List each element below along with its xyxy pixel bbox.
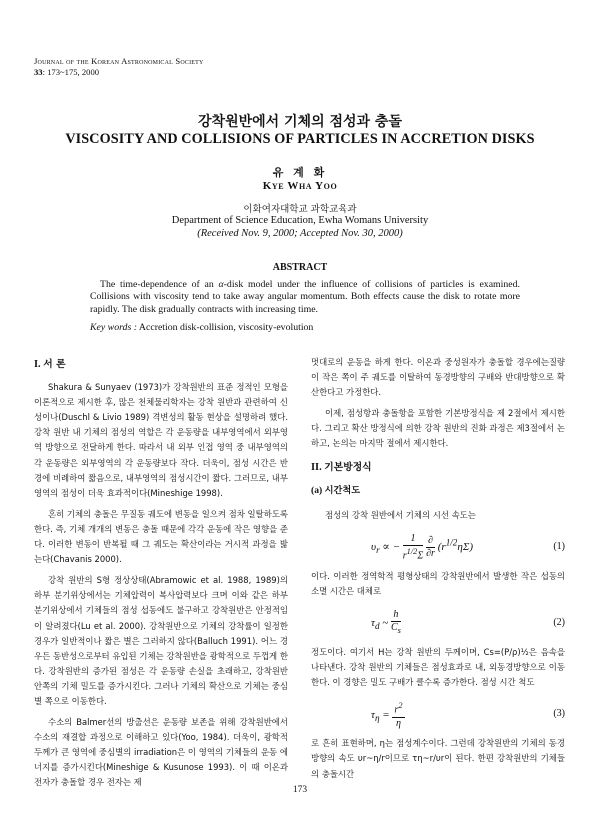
journal-volume: [34, 67, 204, 78]
keywords-label: Key words :: [90, 322, 137, 333]
author-korean: 유 계 화: [272, 166, 328, 179]
left-paragraph-2: 혼히 기체의 충돌은 무질동 궤도에 변동을 일으켜 점차 일탈하도록 한다. 즉, 기체 개개의 변동은 충돌 때문에 각각 운동에 작은 영향을 준다. 이러한 변동이 반복될 때 그 궤도는 확산이라는 거시적 과정을 밟는다(Chavanis 2000).: [34, 508, 288, 565]
equation-2-number: (2): [553, 617, 565, 629]
right-paragraph-5: 로 흔히 표현하며, η는 점성계수이다. 그런데 강착원반의 기체의 동경 방향의 속도 υr~η/r이므로 τη~r/υr이 된다. 한편 강착원반의 기체들의 충돌시간: [311, 738, 565, 779]
journal-name: Journal of the Korean Astronomical Society: [34, 56, 204, 66]
right-paragraph-continued: 멋대로의 운동을 하게 한다. 이온과 중성원자가 충돌할 경우에는질량이 작은 쪽이 주 궤도를 이탈하여 동경방향의 구배와 반대방향으로 확산한다고 가정한다.: [311, 357, 565, 398]
page-range: : 173~175, 2000: [42, 67, 100, 77]
equation-3-number: (3): [553, 708, 565, 720]
section-2-number: II.: [311, 461, 322, 473]
section-1-number: I.: [34, 359, 41, 370]
volume-number: 33: [34, 67, 43, 77]
equation-2-formula: $\tau_d$ ~ $\frac{h}{C_s}$: [371, 609, 401, 636]
author-english: Kye Wha Yoo: [262, 180, 338, 192]
title-korean: 강착원반에서 기체의 점성과 충돌: [198, 114, 402, 130]
subsection-a-label: (a): [311, 484, 323, 496]
keywords-value: Accretion disk-collision, viscosity-evolution: [138, 322, 314, 333]
section-1-title: 서 론: [43, 359, 66, 370]
abstract-heading: ABSTRACT: [272, 262, 328, 273]
section-1-heading: [34, 357, 288, 372]
subsection-a-title: 시간척도: [324, 484, 361, 496]
journal-header: [34, 56, 204, 78]
right-paragraph-3: 이다. 이러한 정역학적 평형상태의 강착원반에서 발생한 작은 섭동의 소멸 시간은 대체로: [311, 570, 565, 596]
equation-2: [311, 605, 565, 639]
abstract-text: [90, 279, 520, 316]
equation-3: [311, 696, 565, 730]
received-dates: (Received Nov. 9, 2000; Accepted Nov. 30, 2000): [197, 228, 403, 239]
left-paragraph-4: 수소의 Balmer선의 방출선은 운동량 보존을 위해 강착원반에서 수소의 재결합 과정으로 이해하고 있다(Yoo, 1984). 더욱이, 광학적 두께가 큰 영역에 중심별의 irradiation은 이 영역의 기체들의 운동 에너지를 증가시킨다(Mineshige & Kusunose 1993). 이 때 이온과 전자가 충돌할 경우 전자는 제: [34, 717, 288, 788]
title-english: VISCOSITY AND COLLISIONS OF PARTICLES IN ACCRETION DISKS: [65, 131, 535, 147]
section-2-title: 기본방정식: [324, 461, 372, 473]
subsection-a-heading: [311, 483, 565, 498]
page-number: 173: [292, 785, 308, 795]
equation-1-number: (1): [553, 540, 565, 552]
abstract-part-2: -disk model under the influence of collisions of particles is examined. Collisions with viscosity tend to take away angular momentum. Both effects cause the disk to rotate more rapidly. The disk gradually contracts with increasing time.: [90, 279, 520, 315]
right-column: [311, 355, 565, 782]
right-paragraph-4: 정도이다. 여기서 H는 강착 원반의 두께이며, Cs=(P/ρ)½은 음속을 나타낸다. 강착 원반의 기체들은 점성효과로 내, 외동경방향으로 이동한다. 이 경향은 밀도 구배가 클수록 증가한다. 점성 시간 척도: [311, 647, 565, 688]
equation-1: [311, 529, 565, 563]
left-paragraph-3: 강착 원반의 S형 정상상태(Abramowic et al. 1988, 1989)의 하부 분기위상에서는 기체압력이 복사압력보다 크며 이와 같은 하부 분기위상에서 기체들의 점성 섭동에도 불구하고 강착원반은 안정적임이 알려졌다(Lu et al. 2000). 강착원반으로 기체의 강착률이 일정한 경우가 일반적이나 짧은 별은 그러하지 않다(Balluch 1991). 어느 경우든 동반성으로부터 유입된 기체는 강착원반을 광학적으로 두껍게 한다. 강착원반의 증가된 점성은 각 운동량 손실을 초래하고, 강착원반 안쪽의 기체 밀도를 증가시킨다. 그러나 기체의 확산으로 기체는 중심별 쪽으로 이동한다.: [34, 575, 288, 706]
equation-3-formula: $\tau_\eta$ = $\frac{r^2}{\eta}$: [371, 701, 403, 729]
abstract-part-1: The time-dependence of an: [100, 279, 219, 290]
affiliation-english: Department of Science Education, Ewha Womans University: [171, 215, 429, 226]
left-paragraph-1: Shakura & Sunyaev (1973)가 강착원반의 표준 정적인 모형을 이론적으로 제시한 후, 많은 천체물리학자는 강착 원반과 관련하여 신성이나(Duschl & Livio 1989) 격변성의 활동 현상을 설명하려 했다. 강착 원반 내 기체의 점성의 역할은 각 운동량을 내부영역에서 외부영역 방향으로 전달하게 한다. 따라서 내 외부 인접 영역 중 내부영역의 각 운동량은 외부영역의 각 운동량보다 작다. 더욱이, 점성 시간은 반경에 비례하여 짧음으로, 내부영역의 점성시간이 짧다. 그러므로, 내부 영역의 점성이 더욱 효과적이다(Mineshige 1998).: [34, 382, 288, 498]
keywords: [90, 322, 520, 333]
right-paragraph-1: 이제, 점성항과 충돌항을 포함한 기본방정식을 제 2절에서 제시한다. 그리고 확산 방정식에 의한 강착 원반의 진화 과정은 제3절에서 논하고, 논의는 마지막 절에서 제시한다.: [311, 408, 565, 449]
right-paragraph-2: 점성의 강착 원반에서 기체의 시선 속도는: [325, 509, 476, 520]
equation-1-formula: $\upsilon_r$ ∝ − $\frac{1}{r^{1/2}\Sigma}$ $\frac{\partial}{\partial r}$ $(r^{1/2}\eta\Sigma)$: [371, 532, 474, 562]
section-2-heading: [311, 460, 565, 475]
abstract-alpha-symbol: α: [218, 279, 224, 290]
left-column: [34, 355, 288, 791]
affiliation-korean: 이화여자대학교 과학교육과: [243, 204, 357, 215]
